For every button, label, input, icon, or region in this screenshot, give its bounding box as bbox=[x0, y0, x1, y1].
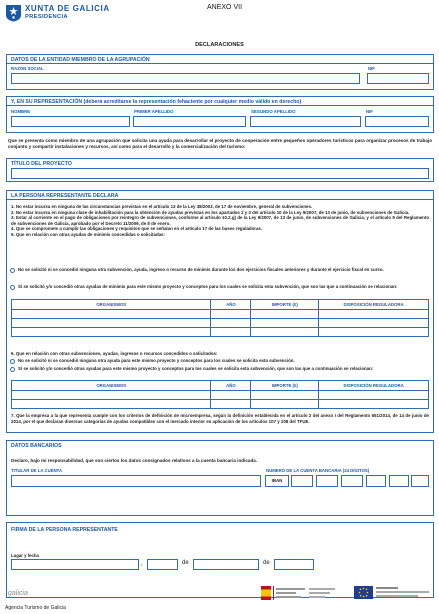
representative-heading: Y, EN SU REPRESENTACIÓN (deberá acreditarse la representación fehaciente por cualquier medio válido en derecho) bbox=[7, 97, 433, 106]
table1-col-disposicion: DISPOSICIÓN REGULADORA bbox=[319, 300, 429, 310]
table-row bbox=[12, 391, 429, 400]
project-section bbox=[6, 158, 434, 182]
iban-block-5[interactable] bbox=[389, 475, 409, 487]
place-field[interactable] bbox=[11, 559, 139, 570]
bank-section bbox=[6, 440, 434, 516]
month-field[interactable] bbox=[193, 559, 259, 570]
other-yes-radio[interactable] bbox=[10, 367, 15, 372]
primer-apellido-label: PRIMER APELLIDO bbox=[134, 109, 174, 114]
entity-nif-field[interactable] bbox=[367, 73, 429, 84]
table-row bbox=[12, 310, 429, 319]
comma-separator: , bbox=[141, 561, 143, 567]
declares-heading: LA PERSONA REPRESENTANTE DECLARA bbox=[7, 191, 433, 200]
iban-block-1[interactable] bbox=[291, 475, 313, 487]
table-row bbox=[12, 400, 429, 409]
year-field[interactable] bbox=[274, 559, 314, 570]
page-title: DECLARACIONES bbox=[195, 42, 244, 48]
table1-col-importe: IMPORTE (€) bbox=[251, 300, 319, 310]
declares-section bbox=[6, 190, 434, 433]
table-row bbox=[12, 328, 429, 337]
account-holder-label: TITULAR DE LA CUENTA bbox=[11, 468, 63, 473]
iban-block-6[interactable] bbox=[411, 475, 429, 487]
minimis-no-radio[interactable] bbox=[10, 268, 15, 273]
declaration-7: 7. Que la empresa a la que representa cumple con los criterios de definición de microempresa, según la definición establecida en el artículo 2 del anexo I del Reglamento 651/2014, de 14 de junio de 2014, por el que declaran diversas categorías de ayudas compatibles con el mercado interior en aplicación de los artículos 107 y 108 del TFUE. bbox=[11, 413, 429, 424]
primer-apellido-field[interactable] bbox=[133, 116, 246, 127]
declaration-2: 2. No estar incursa en ninguna clase de inhabilitación para la obtención de ayudas previstas en los apartados 2 y 3 del artículo 10 de la Ley 9/2007, de 13 de junio, de subvenciones de Galicia. bbox=[11, 209, 410, 215]
account-number-label: NÚMERO DE LA CUENTA BANCARIA (24 DÍGITOS) bbox=[266, 468, 370, 473]
de-separator-2: de bbox=[263, 560, 270, 566]
declaration-6: 6. Que en relación con otras subvenciones, ayudas, ingresos o recursos concedidos o solicitados: bbox=[11, 351, 218, 356]
spain-government-logo bbox=[261, 586, 305, 600]
bank-heading: DATOS BANCARIOS bbox=[11, 443, 62, 449]
segundo-apellido-label: SEGUNDO APELLIDO bbox=[251, 109, 296, 114]
declares-list bbox=[11, 204, 429, 238]
de-separator-1: de bbox=[182, 560, 189, 566]
intro-statement: Que se presenta como miembro de una agrupación que solicita una ayuda para desarrollar el proyecto de cooperación entre pequeños operadores turísticos para organizar procesos de trabajo conjunto y compartir instalaciones y recursos, así como para el desarrollo y la comercialización del turismo: bbox=[8, 138, 432, 149]
day-field[interactable] bbox=[147, 559, 178, 570]
place-date-label: Lugar y fecha bbox=[11, 553, 39, 558]
org-department: PRESIDENCIA bbox=[25, 14, 68, 20]
iban-block-3[interactable] bbox=[341, 475, 363, 487]
annex-label: ANEXO VII bbox=[207, 4, 243, 11]
table-row bbox=[12, 319, 429, 328]
ministry-logo bbox=[309, 588, 335, 598]
bank-statement: Declaro, bajo mi responsabilidad, que son ciertos los datos consignados relativos a la cuenta bancaria indicada. bbox=[11, 458, 258, 463]
table1-col-ano: AÑO bbox=[211, 300, 251, 310]
iban-label: IBAN bbox=[265, 475, 289, 487]
nombre-field[interactable] bbox=[11, 116, 130, 127]
entity-section bbox=[6, 54, 434, 90]
other-aid-table bbox=[11, 380, 429, 409]
minimis-yes-radio[interactable] bbox=[10, 285, 15, 290]
segundo-apellido-field[interactable] bbox=[250, 116, 361, 127]
project-heading: TÍTULO DEL PROYECTO bbox=[11, 161, 72, 167]
entity-nif-label: NIF bbox=[368, 66, 375, 71]
iban-block-4[interactable] bbox=[366, 475, 386, 487]
minimis-table bbox=[11, 299, 429, 337]
table2-col-organismos: ORGANISMOS bbox=[12, 381, 211, 391]
nombre-label: NOMBRE bbox=[11, 109, 31, 114]
feader-logo bbox=[376, 587, 432, 599]
table2-col-disposicion: DISPOSICIÓN REGULADORA bbox=[319, 381, 429, 391]
project-title-field[interactable] bbox=[11, 168, 429, 179]
other-no-text: No se solicitó ni se concedió ninguna otra ayuda para este mismo proyecto y conceptos para los cuales se solicita esta subvención. bbox=[18, 358, 295, 363]
account-holder-field[interactable] bbox=[11, 475, 261, 487]
declaration-3: 3. Estar al corriente en el pago de obligaciones por reintegro de subvenciones, conforme al artículo 10.2.g) de la Ley 9/2007, de 13 de junio, de subvenciones de Galicia, y el artículo 9 del Reglamento de subvenciones de Galicia, aprobado por el Decreto 11/2009, de 8 de enero. bbox=[11, 215, 429, 226]
razon-social-field[interactable] bbox=[11, 73, 360, 84]
other-no-radio[interactable] bbox=[10, 359, 15, 364]
representative-section bbox=[6, 96, 434, 133]
declaration-5: 5. Que en relación con otras ayudas de minimis concedidas o solicitadas: bbox=[11, 231, 165, 237]
table1-col-organismos: ORGANISMOS bbox=[12, 300, 211, 310]
minimis-no-text: No se solicitó ni se concedió ninguna otra subvención, ayuda, ingreso o recurso de minimis durante los dos ejercicios fiscales anteriores y durante el ejercicio fiscal en curso. bbox=[18, 267, 384, 272]
eu-flag-icon bbox=[354, 586, 373, 599]
razon-social-label: RAZÓN SOCIAL bbox=[11, 66, 44, 71]
agency-name: Agencia Turismo de Galicia bbox=[5, 605, 66, 611]
iban-block-2[interactable] bbox=[316, 475, 338, 487]
representative-nif-label: NIF bbox=[366, 109, 373, 114]
entity-heading: DATOS DE LA ENTIDAD MIEMBRO DE LA AGRUPACIÓN bbox=[7, 55, 433, 64]
org-name: XUNTA DE GALICIA bbox=[25, 4, 110, 13]
galicia-logo: galicia bbox=[8, 590, 28, 597]
representative-nif-field[interactable] bbox=[365, 116, 429, 127]
signature-heading: FIRMA DE LA PERSONA REPRESENTANTE bbox=[11, 527, 118, 532]
declaration-1: 1. No estar incursa en ninguna de las circunstancias previstas en el artículo 13 de la Ley 38/2003, de 17 de noviembre, general de subvenciones. bbox=[11, 204, 313, 209]
declaration-4: 4. Que se compromete a cumplir las obligaciones y requisitos que se señalan en el artículo 17 de las bases reguladoras. bbox=[11, 226, 263, 232]
other-yes-text: Sí se solicitó y/o concedió otras ayudas para este mismo proyecto y conceptos para los cuales se solicita esta subvención, que son las que a continuación se relacionan: bbox=[18, 366, 374, 371]
xunta-shield-icon bbox=[5, 4, 22, 22]
minimis-yes-text: Sí se solicitó y/o concedió otras ayudas de minimis para este mismo proyecto y conceptos para los cuales se solicita esta subvención, que son las que a continuación se relacionan: bbox=[18, 284, 398, 289]
table2-col-ano: AÑO bbox=[211, 381, 251, 391]
table2-col-importe: IMPORTE (€) bbox=[251, 381, 319, 391]
